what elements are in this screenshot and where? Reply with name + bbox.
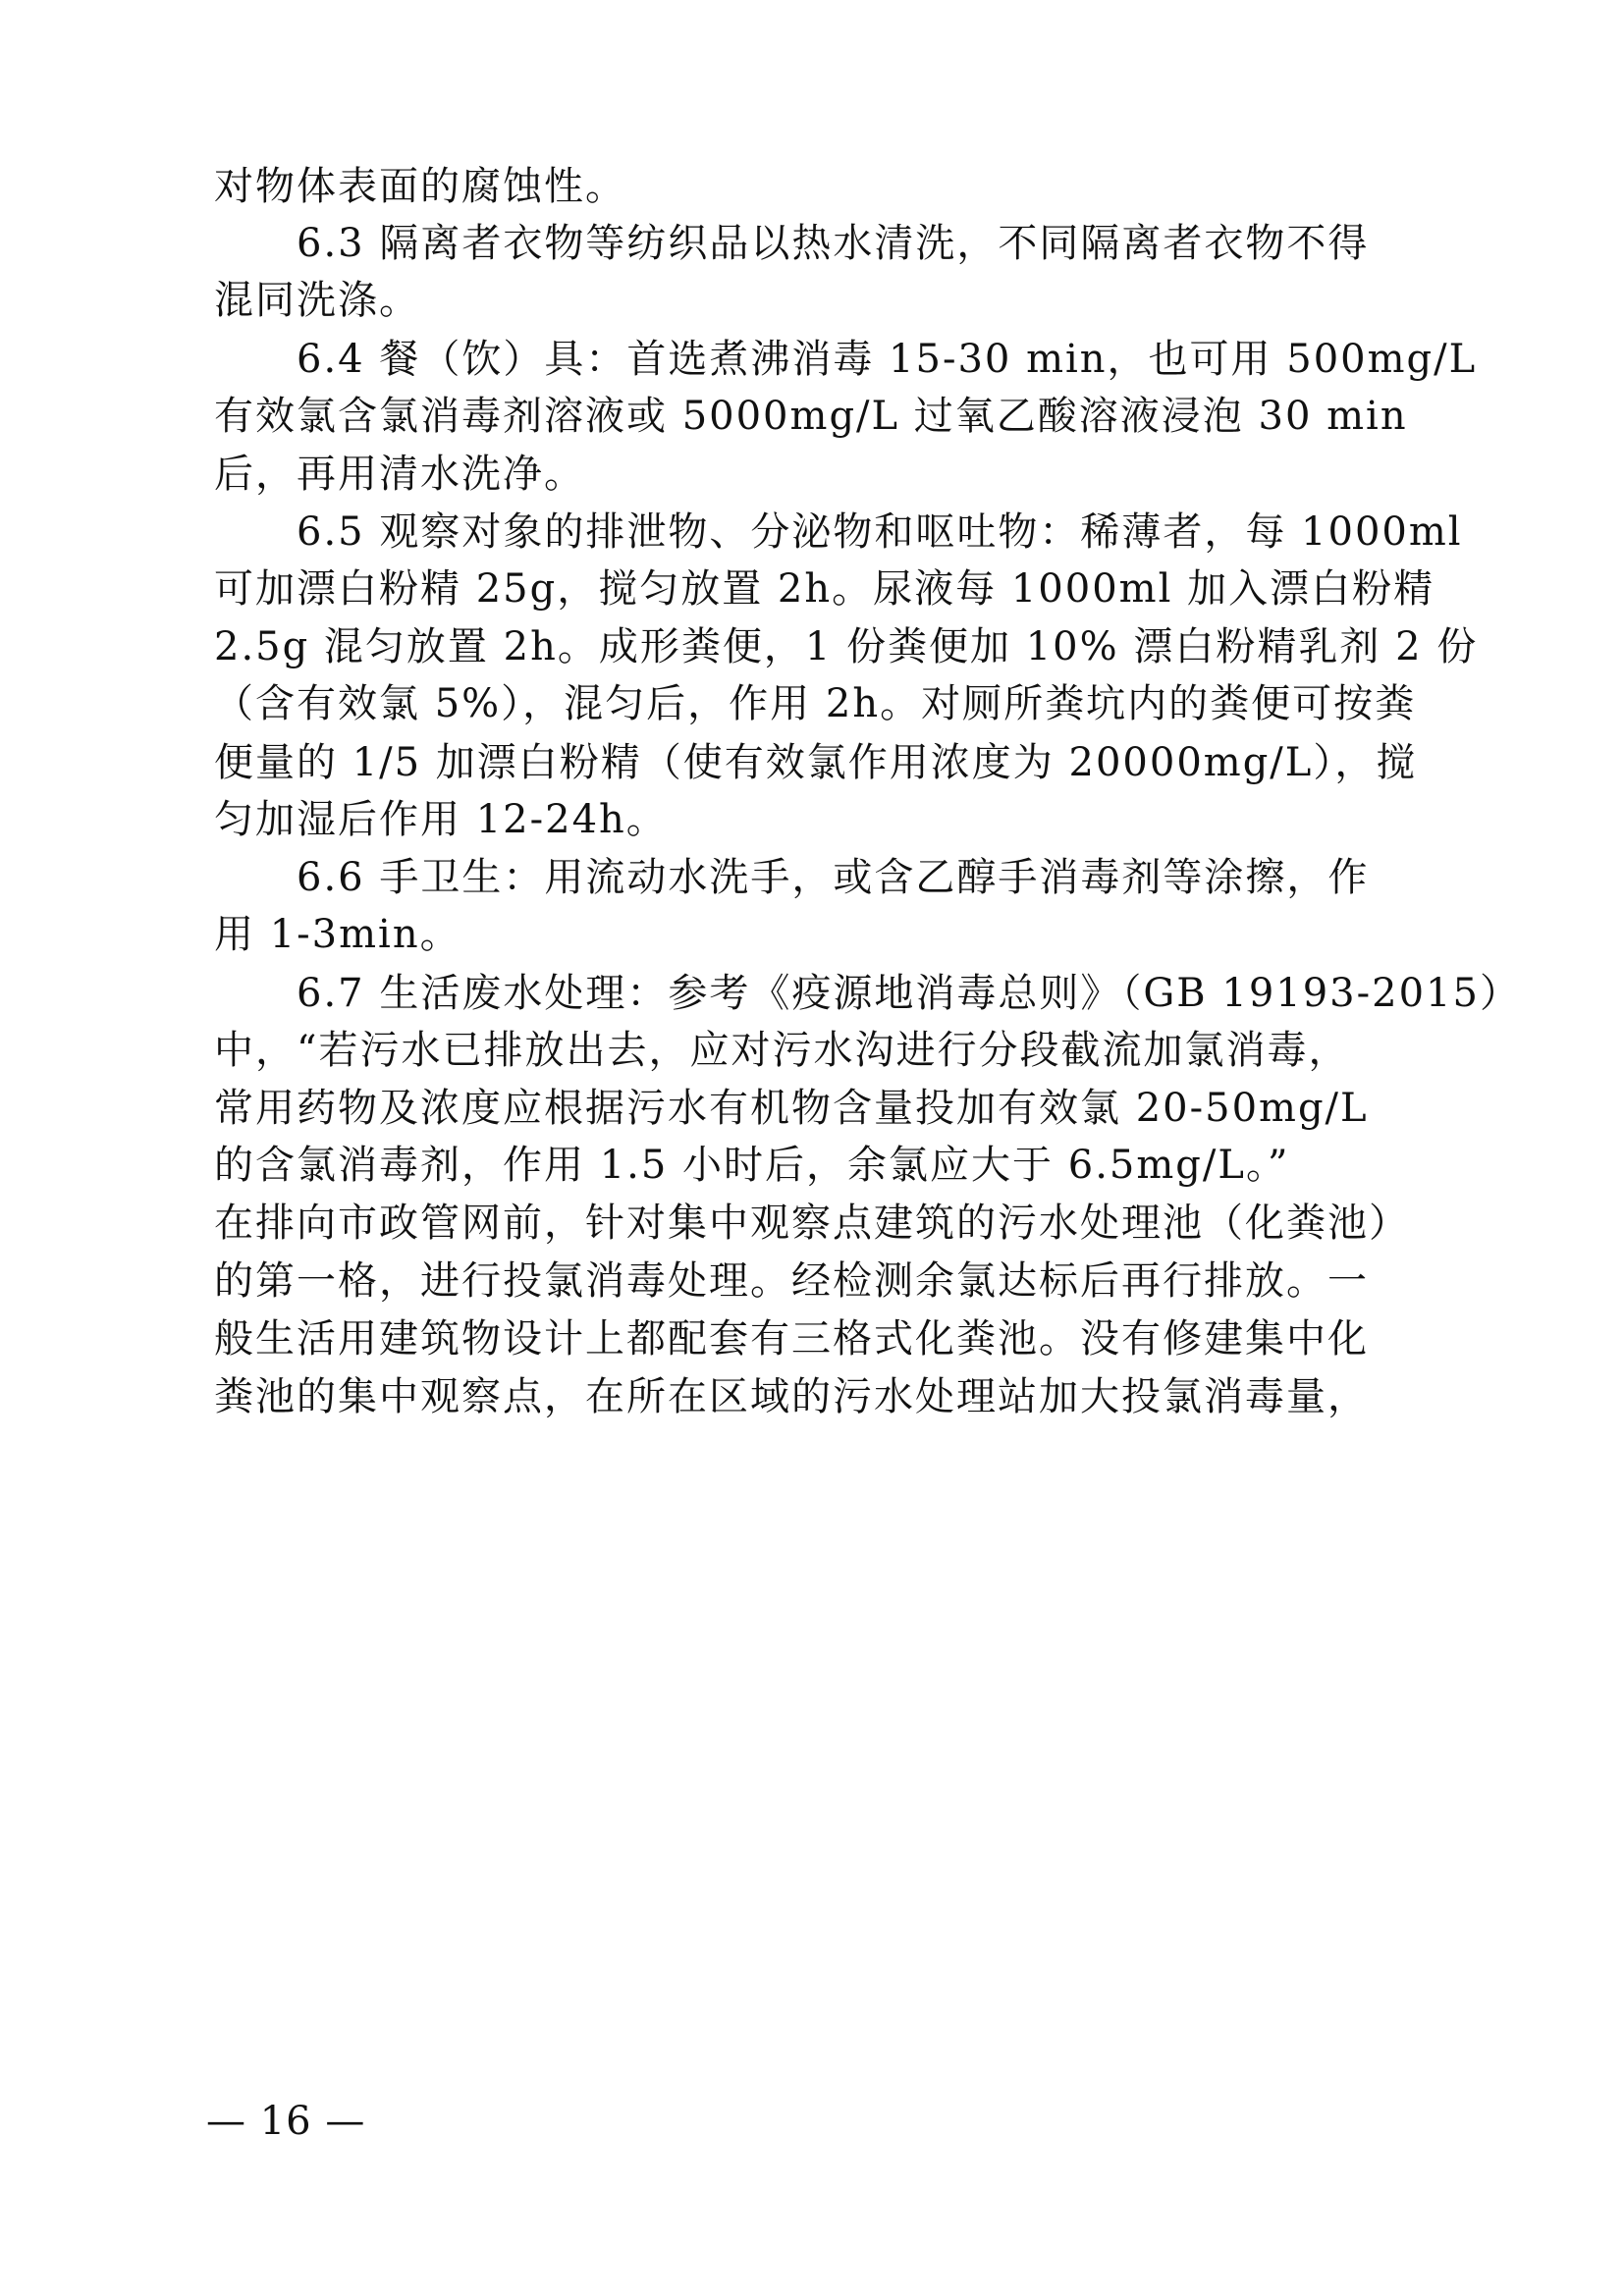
text-line: 6.7 生活废水处理：参考《疫源地消毒总则》（GB 19193-2015）	[214, 971, 1521, 1016]
text-line: 2.5g 混匀放置 2h。成形粪便，1 份粪便加 10% 漂白粉精乳剂 2 份	[214, 624, 1479, 669]
text-line: 6.5 观察对象的排泄物、分泌物和呕吐物：稀薄者，每 1000ml	[214, 509, 1463, 555]
text-line: 混同洗涤。	[214, 278, 420, 323]
page-number: — 16 —	[206, 2099, 366, 2144]
text-line: 常用药物及浓度应根据污水有机物含量投加有效氯 20-50mg/L	[214, 1086, 1369, 1131]
text-line: 粪池的集中观察点，在所在区域的污水处理站加大投氯消毒量，	[214, 1374, 1369, 1419]
text-line: （含有效氯 5%），混匀后，作用 2h。对厕所粪坑内的粪便可按粪	[214, 681, 1417, 726]
text-line: 便量的 1/5 加漂白粉精（使有效氯作用浓度为 20000mg/L），搅	[214, 740, 1418, 785]
text-line: 的含氯消毒剂，作用 1.5 小时后，余氯应大于 6.5mg/L。”	[214, 1143, 1290, 1188]
text-line: 6.3 隔离者衣物等纺织品以热水清洗，不同隔离者衣物不得	[214, 221, 1370, 266]
text-line: 的第一格，进行投氯消毒处理。经检测余氯达标后再行排放。一	[214, 1258, 1369, 1304]
text-line: 对物体表面的腐蚀性。	[214, 164, 626, 209]
text-line: 匀加湿后作用 12-24h。	[214, 797, 668, 842]
text-line: 6.4 餐（饮）具：首选煮沸消毒 15-30 min，也可用 500mg/L	[214, 337, 1478, 382]
text-line: 在排向市政管网前，针对集中观察点建筑的污水处理池（化粪池）	[214, 1201, 1410, 1246]
text-line: 般生活用建筑物设计上都配套有三格式化粪池。没有修建集中化	[214, 1316, 1369, 1362]
text-line: 6.6 手卫生：用流动水洗手，或含乙醇手消毒剂等涂擦，作	[214, 855, 1370, 900]
text-line: 中，“若污水已排放出去，应对污水沟进行分段截流加氯消毒，	[214, 1028, 1350, 1073]
text-line: 可加漂白粉精 25g，搅匀放置 2h。尿液每 1000ml 加入漂白粉精	[214, 566, 1435, 612]
text-line: 有效氯含氯消毒剂溶液或 5000mg/L 过氧乙酸溶液浸泡 30 min	[214, 394, 1408, 439]
text-line: 后，再用清水洗净。	[214, 452, 585, 497]
text-line: 用 1-3min。	[214, 912, 461, 957]
